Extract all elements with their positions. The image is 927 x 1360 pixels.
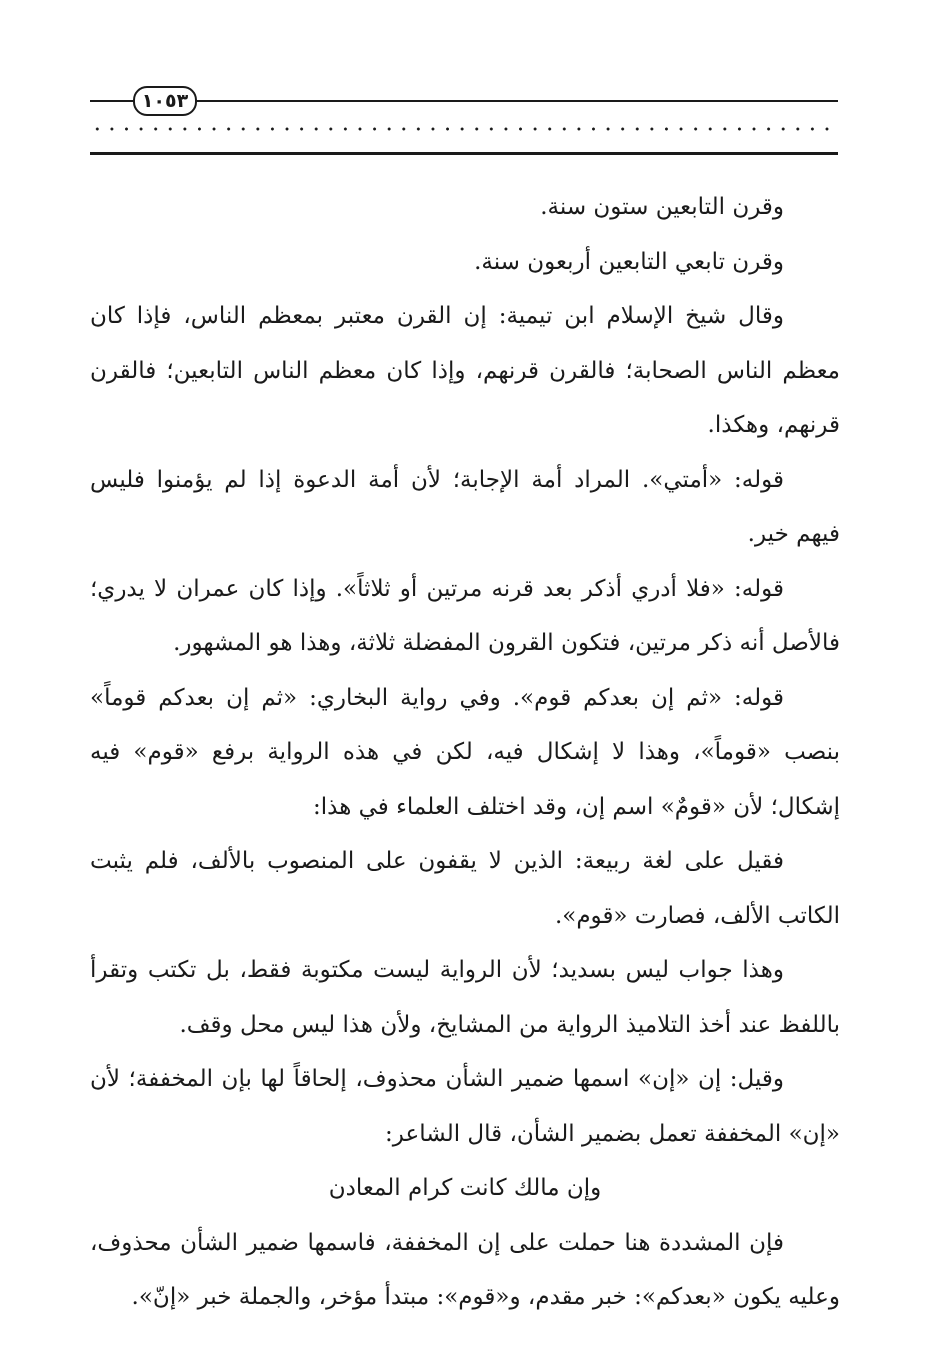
page-header <box>88 82 838 162</box>
paragraph: وقال شيخ الإسلام ابن تيمية: إن القرن معتبر بمعظم الناس، فإذا كان معظم الناس الصحابة؛ فالقرن قرنهم، وإذا كان معظم الناس التابعين؛ فالقرن قرنهم، وهكذا. <box>90 303 840 438</box>
body-text <box>90 180 840 1325</box>
header-rule-left <box>90 100 136 102</box>
paragraph: فقيل على لغة ربيعة: الذين لا يقفون على المنصوب بالألف، فلم يثبت الكاتب الألف، فصارت «قوم». <box>90 848 840 929</box>
paragraph: قوله: «فلا أدري أذكر بعد قرنه مرتين أو ثلاثاً». وإذا كان عمران لا يدري؛ فالأصل أنه ذكر مرتين، فتكون القرون المفضلة ثلاثة، وهذا هو المشهور. <box>90 575 840 656</box>
paragraph: وهذا جواب ليس بسديد؛ لأن الرواية ليست مكتوبة فقط، بل تكتب وتقرأ باللفظ عند أخذ التلاميذ الرواية من المشايخ، ولأن هذا ليس محل وقف. <box>90 957 840 1038</box>
header-rule-bottom <box>90 152 838 155</box>
paragraph: فإن المشددة هنا حملت على إن المخففة، فاسمها ضمير الشأن محذوف، وعليه يكون «بعدكم»: خبر مقدم، و«قوم»: مبتدأ مؤخر، والجملة خبر «إنّ». <box>90 1229 840 1310</box>
paragraph: قوله: «أمتي». المراد أمة الإجابة؛ لأن أمة الدعوة إذا لم يؤمنوا فليس فيهم خير. <box>90 466 840 547</box>
paragraph: قوله: «ثم إن بعدكم قوم». وفي رواية البخاري: «ثم إن بعدكم قوماً» بنصب «قوماً»، وهذا لا إشكال فيه، لكن في هذه الرواية برفع «قوم» فيه إشكال؛ لأن «قومٌ» اسم إن، وقد اختلف العلماء في هذا: <box>90 684 840 820</box>
paragraph: وقيل: إن «إن» اسمها ضمير الشأن محذوف، إلحاقاً لها بإن المخففة؛ لأن «إن» المخففة تعمل بضمير الشأن، قال الشاعر: <box>90 1066 840 1147</box>
paragraph: وقرن التابعين ستون سنة. <box>540 194 784 220</box>
poetry-verse: وإن مالك كانت كرام المعادن <box>328 1175 602 1201</box>
paragraph: وقرن تابعي التابعين أربعون سنة. <box>474 248 784 275</box>
page-number: ١٠٥٣ <box>133 86 197 116</box>
dotted-divider <box>90 122 838 136</box>
header-rule-right <box>190 100 838 102</box>
